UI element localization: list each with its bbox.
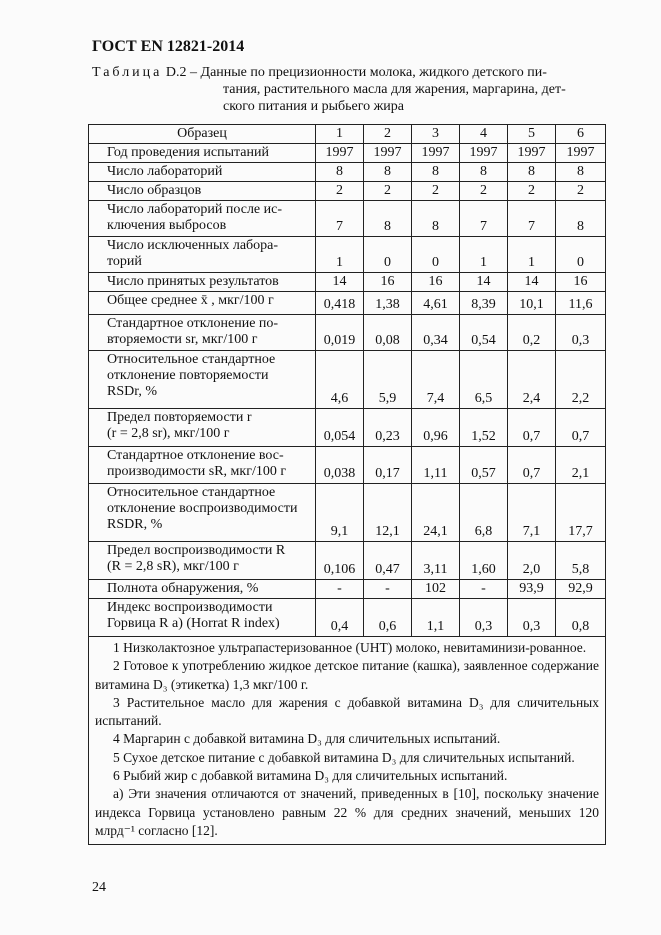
- table-cell: 1: [460, 237, 508, 273]
- table-cell: 8: [556, 201, 606, 237]
- table-row: [89, 182, 606, 201]
- note-item: 1 Низколактозное ультрапастеризованное (UHT) молоко, невитаминизи-рованное.: [113, 640, 587, 655]
- table-cell: 2: [556, 182, 606, 201]
- table-cell: 0: [556, 237, 606, 273]
- caption-line-1: Данные по прецизионности молока, жидкого детского пи-: [200, 65, 547, 80]
- table-cell: 0,23: [364, 409, 412, 447]
- row-label: Относительное стандартное отклонение повторяемости RSDr, %: [89, 351, 316, 409]
- column-header: 4: [460, 125, 508, 144]
- table-header-row: [89, 125, 606, 144]
- table-cell: 0,57: [460, 447, 508, 484]
- column-header: 6: [556, 125, 606, 144]
- table-cell: 1997: [316, 144, 364, 163]
- row-label: Стандартное отклонение по- вторяемости sr, мкг/100 г: [89, 315, 316, 351]
- row-label: Относительное стандартное отклонение воспроизводимости RSDR, %: [89, 484, 316, 542]
- table-cell: 1,1: [412, 599, 460, 637]
- table-row: [89, 599, 606, 637]
- table-cell: 0,96: [412, 409, 460, 447]
- column-header: 1: [316, 125, 364, 144]
- table-cell: 0,106: [316, 542, 364, 580]
- table-cell: 0,54: [460, 315, 508, 351]
- table-cell: -: [316, 580, 364, 599]
- table-cell: 7,4: [412, 351, 460, 409]
- row-label: Полнота обнаружения, %: [89, 580, 316, 599]
- caption-line-3: ского питания и рыбьего жира: [223, 99, 405, 114]
- table-cell: 10,1: [508, 292, 556, 315]
- table-row: [89, 315, 606, 351]
- note-item: 4 Маргарин с добавкой витамина D₃ для сличительных испытаний.: [113, 731, 501, 747]
- table-cell: 0,019: [316, 315, 364, 351]
- table-cell: 92,9: [556, 580, 606, 599]
- table-cell: 12,1: [364, 484, 412, 542]
- table-cell: 8: [364, 201, 412, 237]
- row-label: Число принятых результатов: [89, 273, 316, 292]
- table-caption: [92, 64, 612, 115]
- column-header: 2: [364, 125, 412, 144]
- table-cell: 0,3: [508, 599, 556, 637]
- table-cell: 1997: [556, 144, 606, 163]
- table-cell: 1,60: [460, 542, 508, 580]
- table-cell: 0,7: [556, 409, 606, 447]
- table-cell: 0,17: [364, 447, 412, 484]
- table-cell: 1997: [412, 144, 460, 163]
- table-cell: 8: [364, 163, 412, 182]
- table-cell: 0: [364, 237, 412, 273]
- caption-dash: –: [190, 65, 198, 80]
- table-cell: 0,038: [316, 447, 364, 484]
- table-cell: 6,5: [460, 351, 508, 409]
- table-cell: 7: [316, 201, 364, 237]
- table-cell: 7: [460, 201, 508, 237]
- table-cell: 16: [412, 273, 460, 292]
- table-cell: 5,9: [364, 351, 412, 409]
- table-notes: [89, 637, 606, 845]
- table-cell: 4,6: [316, 351, 364, 409]
- table-cell: 1,52: [460, 409, 508, 447]
- table-cell: 2,4: [508, 351, 556, 409]
- table-cell: 8: [412, 201, 460, 237]
- table-cell: -: [460, 580, 508, 599]
- table-cell: 17,7: [556, 484, 606, 542]
- table-cell: 0,2: [508, 315, 556, 351]
- table-row: [89, 144, 606, 163]
- note-item: 2 Готовое к употреблению жидкое детское питание (кашка), заявленное содержание витамина D₃ (этикетка) 1,3 мкг/100 г.: [95, 658, 599, 692]
- table-cell: 8: [556, 163, 606, 182]
- table-cell: 0,8: [556, 599, 606, 637]
- row-label: Число исключенных лабора- торий: [89, 237, 316, 273]
- table-cell: 1997: [508, 144, 556, 163]
- table-cell: 0,47: [364, 542, 412, 580]
- precision-data-table: [88, 124, 606, 845]
- table-cell: 0,6: [364, 599, 412, 637]
- table-cell: 0,418: [316, 292, 364, 315]
- table-cell: 1: [316, 237, 364, 273]
- table-cell: 5,8: [556, 542, 606, 580]
- table-cell: 2: [364, 182, 412, 201]
- table-row: [89, 163, 606, 182]
- table-cell: 0,054: [316, 409, 364, 447]
- table-cell: 11,6: [556, 292, 606, 315]
- note-item: 6 Рыбий жир с добавкой витамина D₃ для сличительных испытаний.: [113, 768, 508, 784]
- page-number: 24: [92, 880, 106, 895]
- row-label: Год проведения испытаний: [89, 144, 316, 163]
- table-cell: 6,8: [460, 484, 508, 542]
- table-row: [89, 273, 606, 292]
- column-header-sample: Образец: [89, 125, 316, 144]
- table-cell: 1997: [364, 144, 412, 163]
- table-row: [89, 237, 606, 273]
- table-cell: 0,3: [556, 315, 606, 351]
- table-cell: 16: [556, 273, 606, 292]
- table-cell: 102: [412, 580, 460, 599]
- table-notes-row: [89, 637, 606, 845]
- column-header: 3: [412, 125, 460, 144]
- caption-number: D.2: [165, 65, 187, 80]
- row-label: Индекс воспроизводимости Горвица R a) (Horrat R index): [89, 599, 316, 637]
- table-cell: 1,38: [364, 292, 412, 315]
- row-label: Число лабораторий: [89, 163, 316, 182]
- table-cell: 0: [412, 237, 460, 273]
- table-cell: 0,08: [364, 315, 412, 351]
- table-cell: 8: [460, 163, 508, 182]
- note-item: 3 Растительное масло для жарения с добавкой витамина D₃ для сличительных испытаний.: [95, 694, 599, 729]
- table-cell: 3,11: [412, 542, 460, 580]
- table-cell: 2: [412, 182, 460, 201]
- row-label: Общее среднее x̄ , мкг/100 г: [89, 292, 316, 315]
- table-cell: 14: [460, 273, 508, 292]
- row-label: Число образцов: [89, 182, 316, 201]
- table-cell: 8: [412, 163, 460, 182]
- table-cell: 0,7: [508, 409, 556, 447]
- table-cell: 9,1: [316, 484, 364, 542]
- table-cell: -: [364, 580, 412, 599]
- caption-label: Таблица: [92, 65, 163, 80]
- table-cell: 2: [316, 182, 364, 201]
- table-cell: 14: [316, 273, 364, 292]
- table-row: [89, 351, 606, 409]
- table-cell: 7,1: [508, 484, 556, 542]
- table-cell: 0,3: [460, 599, 508, 637]
- row-label: Предел повторяемости r (r = 2,8 sr), мкг/100 г: [89, 409, 316, 447]
- table-row: [89, 484, 606, 542]
- table-cell: 8: [508, 163, 556, 182]
- table-cell: 0,34: [412, 315, 460, 351]
- column-header: 5: [508, 125, 556, 144]
- table-row: [89, 447, 606, 484]
- document-header: ГОСТ EN 12821-2014: [92, 38, 245, 55]
- caption-line-2: тания, растительного масла для жарения, маргарина, дет-: [223, 82, 566, 97]
- table-cell: 24,1: [412, 484, 460, 542]
- table-cell: 8,39: [460, 292, 508, 315]
- table-cell: 16: [364, 273, 412, 292]
- table-row: [89, 292, 606, 315]
- table-cell: 0,7: [508, 447, 556, 484]
- table-cell: 2: [508, 182, 556, 201]
- table-cell: 1,11: [412, 447, 460, 484]
- table-row: [89, 542, 606, 580]
- table-cell: 93,9: [508, 580, 556, 599]
- table-row: [89, 580, 606, 599]
- note-item: 5 Сухое детское питание с добавкой витамина D₃ для сличительных испытаний.: [113, 749, 575, 765]
- table-cell: 2: [460, 182, 508, 201]
- row-label: Число лабораторий после ис- ключения выбросов: [89, 201, 316, 237]
- table-cell: 1997: [460, 144, 508, 163]
- table-cell: 0,4: [316, 599, 364, 637]
- table-cell: 4,61: [412, 292, 460, 315]
- table-row: [89, 409, 606, 447]
- table-cell: 2,2: [556, 351, 606, 409]
- table-cell: 14: [508, 273, 556, 292]
- row-label: Предел воспроизводимости R (R = 2,8 sR), мкг/100 г: [89, 542, 316, 580]
- table-row: [89, 201, 606, 237]
- table-cell: 2,1: [556, 447, 606, 484]
- table-cell: 1: [508, 237, 556, 273]
- row-label: Стандартное отклонение вос- производимости sR, мкг/100 г: [89, 447, 316, 484]
- note-item: a) Эти значения отличаются от значений, приведенных в [10], поскольку значение индекса Горвица установлено равным 22 % для средних значений, меньших 120 млрд⁻¹ согласно [12].: [95, 786, 599, 838]
- table-cell: 8: [316, 163, 364, 182]
- table-cell: 7: [508, 201, 556, 237]
- table-cell: 2,0: [508, 542, 556, 580]
